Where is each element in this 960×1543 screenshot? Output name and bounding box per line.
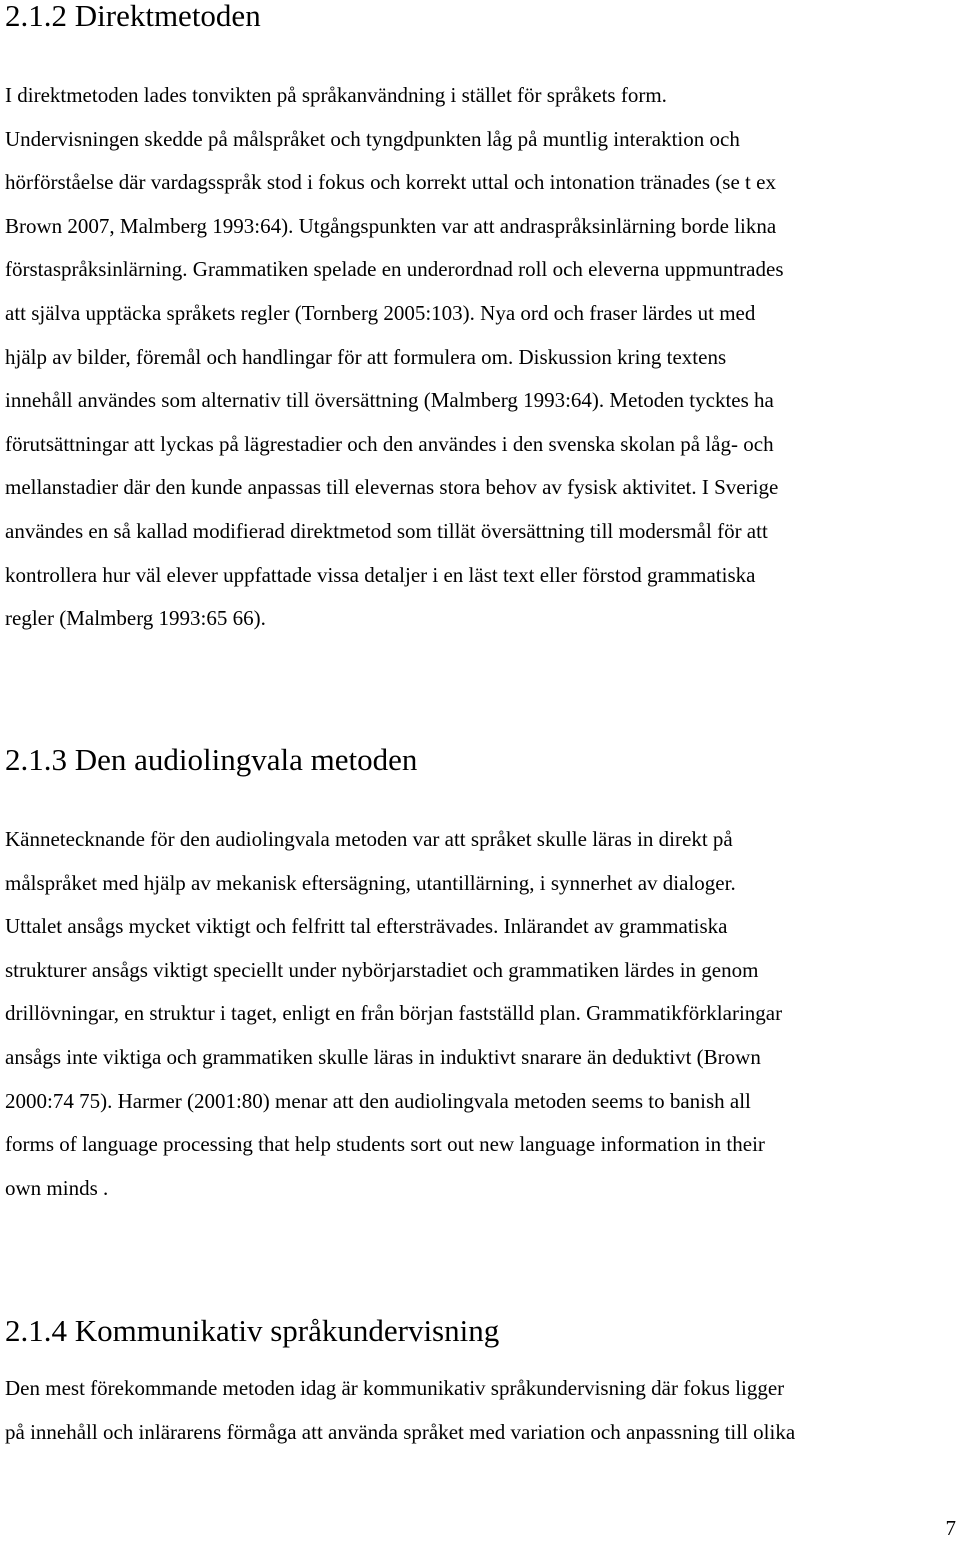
- text-line: Undervisningen skedde på målspråket och tyngdpunkten låg på muntlig interaktion och: [5, 126, 740, 151]
- text-line: Den mest förekommande metoden idag är kommunikativ språkundervisning där fokus ligger: [5, 1376, 785, 1400]
- text-line: drillövningar, en struktur i taget, enligt en från början fastställd plan. Grammatikförklaringar: [5, 1001, 783, 1026]
- text-line: på innehåll och inlärarens förmåga att använda språket med variation och anpassning till olika: [5, 1419, 796, 1444]
- text-line: I direktmetoden lades tonvikten på språkanvändning i stället för språkets form.: [5, 83, 667, 107]
- text-line: strukturer ansågs viktigt speciellt under nybörjarstadiet och grammatiken lärdes in genom: [5, 957, 759, 982]
- text-line: forms of language processing that help students sort out new language information in their: [5, 1132, 765, 1157]
- text-line: förutsättningar att lyckas på lägrestadier och den användes i den svenska skolan på låg- och: [5, 431, 774, 456]
- text-line: regler (Malmberg 1993:65 66).: [5, 606, 266, 631]
- paragraph-kommunikativ: [5, 1367, 960, 1454]
- text-line: förstaspråksinlärning. Grammatiken spelade en underordnad roll och eleverna uppmuntrades: [5, 257, 784, 282]
- text-line: hjälp av bilder, föremål och handlingar för att formulera om. Diskussion kring textens: [5, 344, 727, 369]
- text-line: målspråket med hjälp av mekanisk eftersägning, utantillärning, i synnerhet av dialoger.: [5, 870, 736, 895]
- text-line: att själva upptäcka språkets regler (Tornberg 2005:103). Nya ord och fraser lärdes ut med: [5, 300, 756, 325]
- section-heading-kommunikativ: 2.1.4 Kommunikativ språkundervisning: [5, 1313, 500, 1348]
- section-heading-audiolingvala: 2.1.3 Den audiolingvala metoden: [5, 742, 418, 777]
- text-line: hörförståelse där vardagsspråk stod i fokus och korrekt uttal och intonation tränades (se t ex: [5, 170, 776, 195]
- paragraph-direktmetoden: [5, 74, 957, 641]
- text-line: 2000:74 75). Harmer (2001:80) menar att den audiolingvala metoden seems to banish all: [5, 1088, 751, 1113]
- text-line: Uttalet ansågs mycket viktigt och felfritt tal eftersträvades. Inlärandet av grammatiska: [5, 914, 728, 939]
- text-line: användes en så kallad modifierad direktmetod som tillät översättning till modersmål för att: [5, 518, 768, 543]
- text-line: innehåll användes som alternativ till översättning (Malmberg 1993:64). Metoden tycktes ha: [5, 388, 774, 413]
- section-heading-direktmetoden: 2.1.2 Direktmetoden: [5, 0, 261, 33]
- text-line: Brown 2007, Malmberg 1993:64). Utgångspunkten var att andraspråksinlärning borde likna: [5, 213, 777, 238]
- text-line: mellanstadier där den kunde anpassas till elevernas stora behov av fysisk aktivitet. I Sverige: [5, 475, 779, 500]
- text-line: ansågs inte viktiga och grammatiken skulle läras in induktivt snarare än deduktivt (Brown: [5, 1044, 761, 1069]
- text-line: Kännetecknande för den audiolingvala metoden var att språket skulle läras in direkt på: [5, 827, 733, 851]
- paragraph-audiolingvala: [5, 818, 957, 1210]
- page-number: 7: [945, 1516, 956, 1540]
- text-line: own minds .: [5, 1175, 109, 1200]
- text-line: kontrollera hur väl elever uppfattade vissa detaljer i en läst text eller förstod grammatiska: [5, 562, 756, 587]
